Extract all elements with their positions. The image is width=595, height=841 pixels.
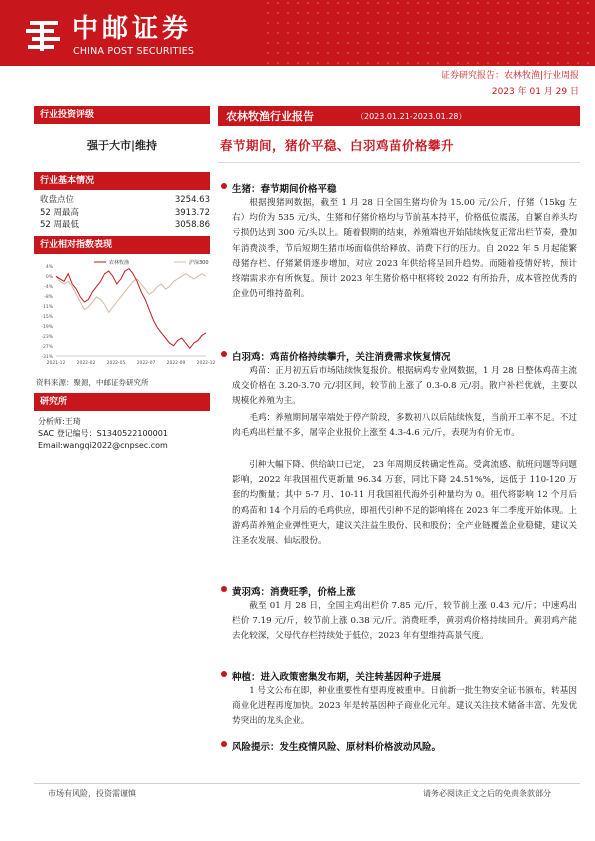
relative-index-chart-svg [34, 256, 216, 374]
stat-row [40, 194, 210, 207]
bullet-icon [221, 183, 227, 189]
basic-info-title: 行业基本情况 [34, 172, 210, 190]
x-tick-label: 2022-09 [166, 361, 186, 366]
paragraph: 根据搜猪网数据，截至 1 月 28 日全国生猪均价为 15.00 元/公斤，仔猪（15kg 左右）均价为 535 元/头，生猪和仔猪价格均与节前基本持平，价格低位震荡，自繁自养头均亏损仍达到 300 元/头以上。随着假期的结束，养殖端也开始陆续恢复正常出栏节奏，叠加年消费淡季，节后短期生猪市场面临供给释放、消费下行的压力。自 2022 年 5 月起能繁母猪存栏、仔猪紧俏逐步增加，对应 2023 年供给将呈回升趋势。而随着疫情好转，预计终端需求亦有所恢复。预计 2023 年生猪价格中枢将较 2022 有所抬升，成本管控优秀的企业仍可维持盈利。 [232, 198, 577, 300]
footer-left: 市场有风险，投资需谨慎 [48, 789, 136, 798]
section-title-risk: 风险提示：发生疫情风险、原材料价格波动风险。 [232, 739, 441, 753]
y-tick-label: -27% [41, 345, 53, 350]
report-date: 2023 年 01 月 29 日 [491, 87, 579, 97]
paragraph: 鸡苗：正月初五后市场陆续恢复报价。根据病鸡专业网数据，1 月 28 日整体鸡苗主流成交价格在 3.20-3.70 元/羽区间，较节前上涨了 0.3-0.8 元/羽。散户补栏优就，主要以规模化养殖为主。 [232, 366, 577, 407]
stat-value: 3254.63 [174, 195, 210, 205]
stat-value: 3058.86 [174, 220, 210, 230]
x-tick-label: 2022-05 [106, 361, 126, 366]
series-line [56, 269, 206, 349]
footer-right: 请务必阅读正文之后的免责条款部分 [423, 789, 551, 798]
x-tick-label: 2022-07 [136, 361, 156, 366]
y-tick-label: -19% [41, 325, 53, 330]
paragraph: 引种大幅下降、供给缺口已定， 23 年周期反转确定性高。受禽流感、航班问题等问题影响，2022 年我国祖代更新量 96.34 万套，同比下降 24.51%%，远低于 110-120 万套的均衡量；其中 5-7 月、10-11 月我国祖代海外引种量均为 0。祖代将影响 12 个月后的鸡苗和 14 个月后的毛鸡供应，即祖代引种不足的影响将在 2023 年二季度开始体现。上游鸡苗养殖企业弹性更大，建议关注益生股份、民和股份；全产业链覆盖企业稳健，建议关注圣农发展、仙坛股份。 [232, 460, 577, 547]
stats-table [40, 194, 210, 232]
x-tick-label: 2021-12 [46, 361, 66, 366]
y-tick-label: -11% [41, 305, 53, 310]
stat-label: 52 周最高 [40, 207, 80, 218]
y-tick-label: 4% [45, 265, 53, 270]
analyst-info [38, 416, 168, 452]
analyst-sac: SAC 登记编号：S1340522100001 [38, 429, 168, 438]
bullet-icon [221, 741, 227, 747]
x-tick-label: 2022-12 [196, 361, 216, 366]
stat-value: 3913.72 [174, 207, 210, 218]
y-tick-label: -15% [41, 315, 53, 320]
section-title-white-chicken: 白羽鸡：鸡苗价格持续攀升，关注消费需求恢复情况 [232, 349, 451, 363]
stat-label: 收盘点位 [40, 195, 75, 205]
bullet-icon [221, 586, 227, 592]
china-post-logo-icon [24, 17, 62, 55]
company-name-en: CHINA POST SECURITIES [73, 46, 195, 57]
relative-index-chart [34, 256, 216, 374]
paragraph: 1 号文公布在即，种业重要性有望再度被重申。日前新一批生物安全证书颁布，转基因商业化进程再度加快。2023 年是转基因种子商业化元年。建议关注技术储备丰富、先发优势突出的龙头企业。 [232, 686, 577, 727]
research-dept-title: 研究所 [34, 393, 210, 411]
y-tick-label: -4% [44, 285, 53, 290]
bullet-icon [221, 351, 227, 357]
y-tick-label: -31% [41, 355, 53, 360]
section-title-pigs: 生猪：春节期间价格平稳 [232, 181, 337, 195]
y-tick-label: 0% [45, 275, 53, 280]
report-type: 证券研究报告：农林牧渔|行业周报 [440, 71, 579, 81]
report-title: 农林牧渔行业报告 [226, 110, 314, 123]
report-date-range: （2023.01.21-2023.01.28） [356, 112, 467, 121]
bullet-icon [221, 671, 227, 677]
analyst-email[interactable]: Email:wangqi2022@cnpsec.com [38, 441, 168, 450]
analyst-name: 分析师:王琦 [38, 417, 81, 426]
stat-label: 52 周最低 [40, 220, 80, 230]
section-title-planting: 种植：进入政策密集发布期，关注转基因种子进展 [232, 669, 441, 683]
index-perf-title: 行业相对指数表现 [34, 236, 210, 254]
footer-divider [34, 783, 580, 784]
stat-row [40, 219, 210, 232]
section-title-yellow-chicken: 黄羽鸡：消费旺季，价格上涨 [232, 584, 356, 598]
y-tick-label: -8% [44, 295, 53, 300]
report-title-bar [218, 106, 580, 126]
rating-title: 行业投资评级 [34, 106, 210, 124]
header-pattern [265, 0, 595, 66]
y-tick-label: -23% [41, 335, 53, 340]
report-headline: 春节期间，猪价平稳、白羽鸡苗价格攀升 [220, 138, 455, 153]
chart-source: 资料来源：聚源，中邮证券研究所 [36, 378, 149, 387]
company-name-cn: 中邮证券 [72, 14, 193, 44]
legend-label: 沪深300 [189, 260, 209, 266]
paragraph: 截至 01 月 28 日，全国主鸡出栏价 7.85 元/斤，较节前上涨 0.43 元/斤；中速鸡出栏价 7.19 元/斤，较节前上涨 0.38 元/斤。消费旺季，黄羽鸡价格持续回升。黄羽鸡产能去化较深，父母代存栏持续处于低位，2023 年有望维持高景气度。 [232, 601, 577, 642]
rating-value: 强于大市|维持 [86, 139, 157, 152]
headline-divider [218, 162, 580, 163]
paragraph: 毛鸡：养殖期间屠宰端处于停产阶段，多数初八以后陆续恢复，当前开工率不足。不过肉毛鸡出栏量不多，屠宰企业报价上涨至 4.3-4.6 元/斤，表现为有价无市。 [232, 413, 577, 439]
legend-label: 农林牧渔 [109, 260, 130, 266]
stat-row [40, 207, 210, 220]
x-tick-label: 2022-02 [76, 361, 96, 366]
header-banner [0, 0, 595, 66]
